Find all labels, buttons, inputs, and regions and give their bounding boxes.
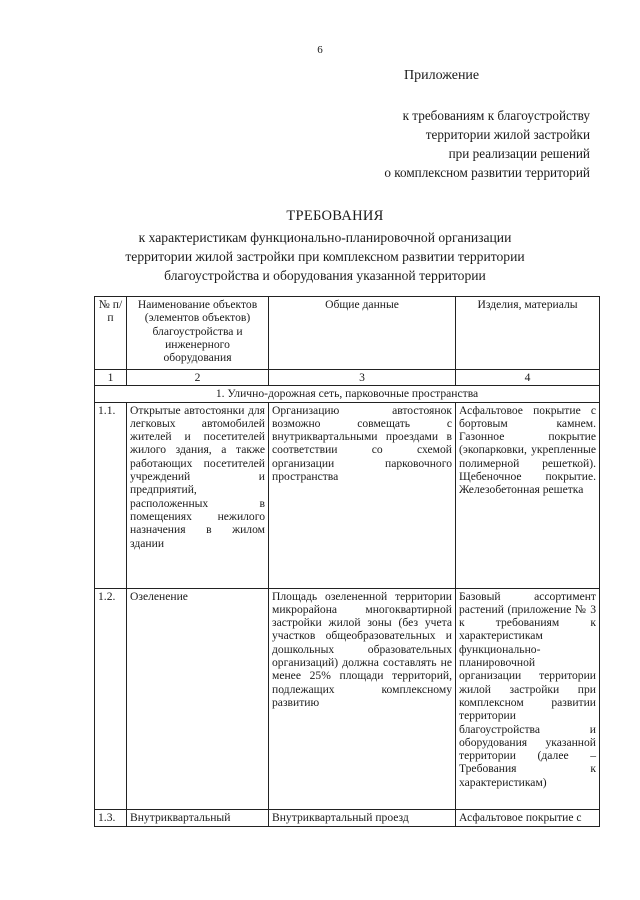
appendix-title: Приложение	[404, 68, 480, 83]
column-number: 2	[127, 370, 269, 386]
appendix-subtitle	[300, 106, 590, 182]
page-number: 6	[317, 44, 323, 56]
appendix-line: при реализации решений	[448, 146, 590, 161]
header-materials: Изделия, материалы	[456, 297, 600, 370]
table-row	[95, 809, 600, 826]
row-number: 1.2.	[95, 588, 127, 809]
object-name: Озеленение	[127, 588, 269, 809]
materials: Асфальтовое покрытие с	[456, 809, 600, 826]
column-number: 1	[95, 370, 127, 386]
subtitle-line: территории жилой застройки при комплексном развитии территории	[125, 249, 525, 264]
object-name: Внутриквартальный	[127, 809, 269, 826]
document-title: ТРЕБОВАНИЯ	[286, 208, 384, 224]
appendix-line: территории жилой застройки	[425, 127, 590, 142]
appendix-line: к требованиям к благоустройству	[402, 108, 590, 123]
requirements-table	[94, 296, 600, 827]
object-name: Открытые автостоянки для легковых автомобилей жителей и посетителей жилого здания, а также работающих посетителей учреждений и предприятий, расположенных в помещениях нежилого назначения в жилом здании	[127, 402, 269, 588]
header-num: № п/п	[95, 297, 127, 370]
column-number-row	[95, 370, 600, 386]
table-row	[95, 588, 600, 809]
subtitle-line: благоустройства и оборудования указанной территории	[164, 268, 486, 283]
general-data: Организацию автостоянок возможно совмещать с внутриквартальными проездами в соответствии со схемой организации парковочного пространства	[269, 402, 456, 588]
materials: Базовый ассортимент растений (приложение № 3 к требованиям к характеристикам функционально-планировочной организации территории жилой застройки при комплексном развитии территории благоустройства и оборудования указанной территории (далее – Требования к характеристикам)	[456, 588, 600, 809]
section-row	[95, 386, 600, 402]
general-data: Площадь озелененной территории микрорайона многоквартирной застройки жилой зоны (без учета участков общеобразовательных и дошкольных образовательных организаций) должна составлять не менее 25% площади территорий, подлежащих комплексному развитию	[269, 588, 456, 809]
section-heading: 1. Улично-дорожная сеть, парковочные пространства	[95, 386, 600, 402]
subtitle-line: к характеристикам функционально-планировочной организации	[138, 230, 512, 245]
table-header-row	[95, 297, 600, 370]
general-data: Внутриквартальный проезд	[269, 809, 456, 826]
header-general: Общие данные	[269, 297, 456, 370]
column-number: 4	[456, 370, 600, 386]
header-name: Наименование объектов (элементов объектов) благоустройства и инженерного оборудования	[127, 297, 269, 370]
materials: Асфальтовое покрытие с бортовым камнем. Газонное покрытие (экопарковки, укрепленные полимерной решеткой). Щебеночное покрытие. Железобетонная решетка	[456, 402, 600, 588]
document-subtitle	[60, 228, 590, 285]
row-number: 1.1.	[95, 402, 127, 588]
row-number: 1.3.	[95, 809, 127, 826]
table-row	[95, 402, 600, 588]
column-number: 3	[269, 370, 456, 386]
appendix-line: о комплексном развитии территорий	[384, 165, 590, 180]
